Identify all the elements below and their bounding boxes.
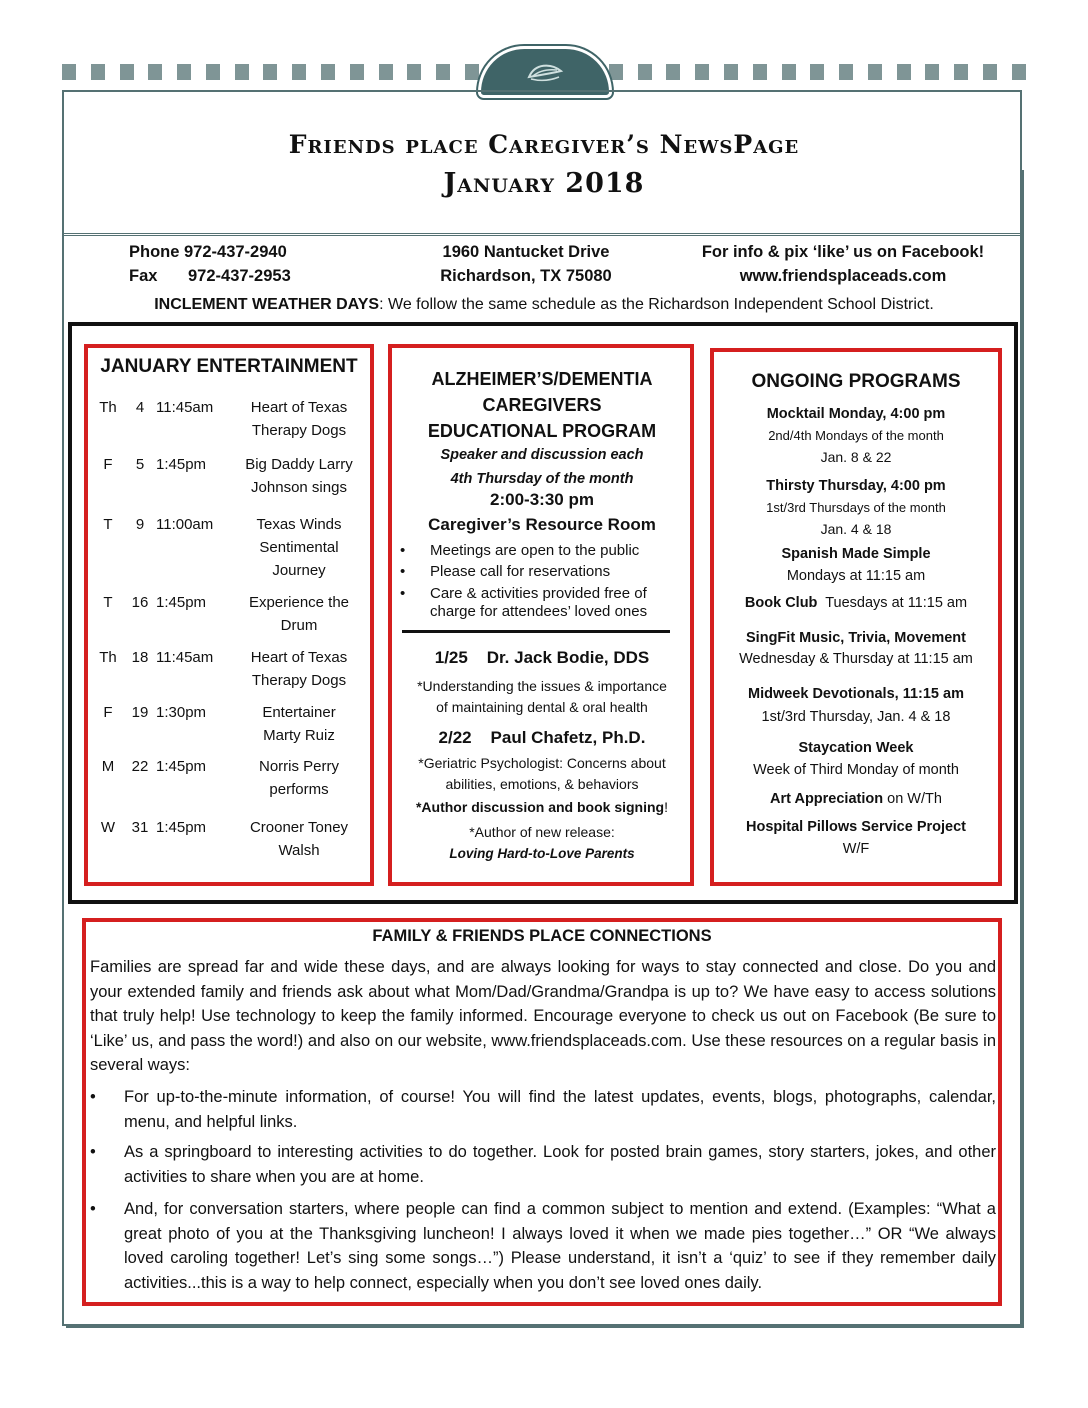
program-5-heading: SingFit Music, Trivia, Movement bbox=[746, 630, 966, 646]
inclement-text: : We follow the same schedule as the Richardson Independent School District. bbox=[379, 296, 934, 313]
event-day: Th bbox=[99, 649, 117, 666]
event-name-line1: Big Daddy Larry bbox=[245, 456, 353, 473]
event-date: 19 bbox=[131, 704, 149, 721]
alzheimers-title bbox=[392, 366, 692, 444]
program-6-heading: Midweek Devotionals, 11:15 am bbox=[748, 686, 964, 702]
speaker-1-topic-line1: *Understanding the issues & importance bbox=[417, 678, 667, 694]
fax-number: 972-437-2953 bbox=[188, 267, 291, 285]
event-name bbox=[234, 453, 364, 499]
bullet-icon: • bbox=[400, 563, 406, 580]
event-day: F bbox=[103, 704, 113, 721]
phone: Phone 972-437-2940 bbox=[129, 243, 287, 261]
program-2-detail: 1st/3rd Thursdays of the month bbox=[766, 500, 946, 515]
bullet-icon: • bbox=[90, 1200, 96, 1218]
program-9-detail: W/F bbox=[842, 841, 870, 857]
alzheimers-title-line1: ALZHEIMER’S/DEMENTIA bbox=[431, 369, 653, 389]
speaker-2-topic-line1: *Geriatric Psychologist: Concerns about bbox=[418, 755, 666, 771]
website[interactable]: www.friendsplaceads.com bbox=[739, 267, 947, 285]
speaker-2-new-release: *Author of new release: bbox=[469, 824, 615, 840]
event-date: 18 bbox=[131, 649, 149, 666]
event-time: 1:45pm bbox=[156, 594, 207, 611]
alzheimers-subtitle-line2: 4th Thursday of the month bbox=[450, 471, 634, 487]
event-name bbox=[234, 755, 364, 801]
speaker-2-heading: 2/22 Paul Chafetz, Ph.D. bbox=[438, 728, 646, 747]
event-name-line2: Therapy Dogs bbox=[251, 422, 347, 439]
event-day: W bbox=[100, 819, 116, 836]
alzheimers-time: 2:00-3:30 pm bbox=[490, 490, 594, 509]
address-line2: Richardson, TX 75080 bbox=[440, 267, 612, 285]
program-2-dates: Jan. 4 & 18 bbox=[820, 521, 892, 537]
event-name bbox=[234, 396, 364, 442]
program-1-detail: 2nd/4th Mondays of the month bbox=[768, 428, 944, 443]
entertainment-title: JANUARY ENTERTAINMENT bbox=[100, 356, 358, 377]
event-day: F bbox=[103, 456, 113, 473]
event-date: 22 bbox=[131, 758, 149, 775]
event-name bbox=[234, 701, 364, 747]
program-8 bbox=[714, 791, 998, 807]
bullet-text: Meetings are open to the public bbox=[430, 542, 640, 559]
bullet-icon: • bbox=[90, 1088, 96, 1106]
event-date: 9 bbox=[135, 516, 145, 533]
event-name-line1: Texas Winds bbox=[256, 516, 342, 533]
program-2-heading: Thirsty Thursday, 4:00 pm bbox=[766, 478, 946, 494]
fax-label: Fax bbox=[129, 267, 158, 285]
inclement-label: INCLEMENT WEATHER DAYS bbox=[154, 296, 380, 313]
connections-intro: Families are spread far and wide these days, and are always looking for ways to stay connected and close. Do you and your extended family and friends ask about what Mom/Dad/Grandma/Grandpa is up to? We have easy to access solutions that truly help! Use technology to keep the family informed. Encourage everyone to check us out on Facebook (Be sure to ‘Like’ us, and pass the word!) and also on our website, www.friendsplaceads.com. Use these resources on a regular basis in several ways: bbox=[90, 958, 996, 1074]
event-name-line1: Norris Perry bbox=[258, 758, 339, 775]
program-5-detail: Wednesday & Thursday at 11:15 am bbox=[739, 651, 973, 667]
event-name-line1: Heart of Texas bbox=[250, 399, 348, 416]
event-name bbox=[234, 513, 364, 582]
book-signing-punct: ! bbox=[664, 799, 668, 815]
frame-shadow-right bbox=[1020, 170, 1024, 1328]
event-date: 16 bbox=[131, 594, 149, 611]
bullet-text: For up-to-the-minute information, of course! You will find the latest updates, events, blogs, photographs, calendar, menu, and helpful links. bbox=[124, 1088, 996, 1131]
event-day: Th bbox=[99, 399, 117, 416]
bullet-text: Care & activities provided free of charge for attendees’ loved ones bbox=[430, 585, 648, 620]
divider bbox=[402, 630, 670, 633]
event-time: 1:45pm bbox=[156, 456, 207, 473]
event-name-line3: Journey bbox=[272, 562, 326, 579]
event-day: T bbox=[103, 594, 113, 611]
program-3-heading: Spanish Made Simple bbox=[781, 546, 931, 562]
alzheimers-room: Caregiver’s Resource Room bbox=[428, 515, 656, 534]
speaker-2-topic-line2: abilities, emotions, & behaviors bbox=[445, 776, 639, 792]
event-name bbox=[234, 591, 364, 637]
frame-shadow-bottom bbox=[66, 1324, 1024, 1328]
program-1-heading: Mocktail Monday, 4:00 pm bbox=[766, 406, 946, 422]
bullet-icon: • bbox=[90, 1143, 96, 1161]
event-name-line1: Experience the bbox=[248, 594, 350, 611]
event-name bbox=[234, 646, 364, 692]
program-9-heading: Hospital Pillows Service Project bbox=[746, 819, 966, 835]
program-4-heading: Book Club bbox=[744, 595, 818, 611]
alzheimers-title-line3: EDUCATIONAL PROGRAM bbox=[427, 421, 657, 441]
alzheimers-title-line2: CAREGIVERS bbox=[482, 395, 602, 415]
event-name-line2: Johnson sings bbox=[251, 479, 347, 496]
event-name-line2: Marty Ruiz bbox=[263, 727, 335, 744]
event-date: 31 bbox=[131, 819, 149, 836]
speaker-1-topic-line2: of maintaining dental & oral health bbox=[436, 699, 648, 715]
speaker-2-topic bbox=[392, 753, 692, 795]
program-7-detail: Week of Third Monday of month bbox=[753, 762, 959, 778]
event-day: T bbox=[103, 516, 113, 533]
event-name-line1: Crooner Toney bbox=[249, 819, 349, 836]
event-time: 11:00am bbox=[156, 516, 214, 533]
speaker-2-book-signing bbox=[392, 799, 692, 815]
program-7-heading: Staycation Week bbox=[798, 740, 914, 756]
connections-title: FAMILY & FRIENDS PLACE CONNECTIONS bbox=[372, 927, 712, 945]
event-date: 5 bbox=[135, 456, 145, 473]
alzheimers-subtitle-line1: Speaker and discussion each bbox=[440, 447, 644, 463]
header-box bbox=[62, 90, 1022, 236]
leaf-icon bbox=[525, 61, 565, 85]
program-1-dates: Jan. 8 & 22 bbox=[820, 449, 892, 465]
event-name-line2: Drum bbox=[280, 617, 318, 634]
event-time: 1:45pm bbox=[156, 758, 207, 775]
facebook-note: For info & pix ‘like’ us on Facebook! bbox=[701, 243, 985, 261]
bullet-text: As a springboard to interesting activities to do together. Look for posted brain games, story starters, jokes, and other activities to share when you are at home. bbox=[124, 1143, 996, 1186]
program-6-detail: 1st/3rd Thursday, Jan. 4 & 18 bbox=[761, 709, 951, 725]
program-8-heading: Art Appreciation bbox=[770, 791, 884, 807]
speaker-1-heading: 1/25 Dr. Jack Bodie, DDS bbox=[434, 648, 650, 667]
book-title: Loving Hard-to-Love Parents bbox=[449, 846, 635, 861]
program-4 bbox=[714, 595, 998, 611]
bullet-text: And, for conversation starters, where people can find a common subject to mention and extend. (Examples: “What a great photo of you at the Thanksgiving luncheon! I always loved it when we made pies together…” OR “We always loved caroling together! Let’s sing some songs…”) Please understand, it isn’t a ‘quiz’ to see if they remember daily activities...this is a way to help connect, especially when you don’t see loved ones daily. bbox=[124, 1200, 996, 1292]
program-3-detail: Mondays at 11:15 am bbox=[786, 568, 926, 584]
event-name-line2: Sentimental bbox=[259, 539, 339, 556]
book-signing-text: *Author discussion and book signing bbox=[415, 799, 665, 815]
newsletter-title: Friends place Caregiver’s NewsPage bbox=[288, 130, 800, 159]
event-day: M bbox=[101, 758, 115, 775]
event-name-line2: Therapy Dogs bbox=[251, 672, 347, 689]
event-time: 1:45pm bbox=[156, 819, 207, 836]
bullet-icon: • bbox=[400, 542, 406, 559]
event-time: 11:45am bbox=[156, 649, 214, 666]
event-time: 1:30pm bbox=[156, 704, 207, 721]
bullet-text: Please call for reservations bbox=[430, 563, 611, 580]
event-date: 4 bbox=[135, 399, 145, 416]
program-8-detail: on W/Th bbox=[883, 791, 942, 807]
event-name-line2: performs bbox=[269, 781, 329, 798]
program-4-detail: Tuesdays at 11:15 am bbox=[817, 595, 968, 611]
ongoing-title: ONGOING PROGRAMS bbox=[751, 371, 961, 392]
event-name-line2: Walsh bbox=[278, 842, 320, 859]
address-line1: 1960 Nantucket Drive bbox=[442, 243, 610, 261]
speaker-1-topic bbox=[392, 676, 692, 718]
inclement-weather-note bbox=[0, 296, 1088, 314]
event-name-line1: Heart of Texas bbox=[250, 649, 348, 666]
event-time: 11:45am bbox=[156, 399, 214, 416]
event-name bbox=[234, 816, 364, 862]
newsletter-date: January 2018 bbox=[443, 168, 645, 199]
alzheimers-subtitle bbox=[392, 443, 692, 491]
bullet-icon: • bbox=[400, 585, 406, 602]
event-name-line1: Entertainer bbox=[262, 704, 336, 721]
